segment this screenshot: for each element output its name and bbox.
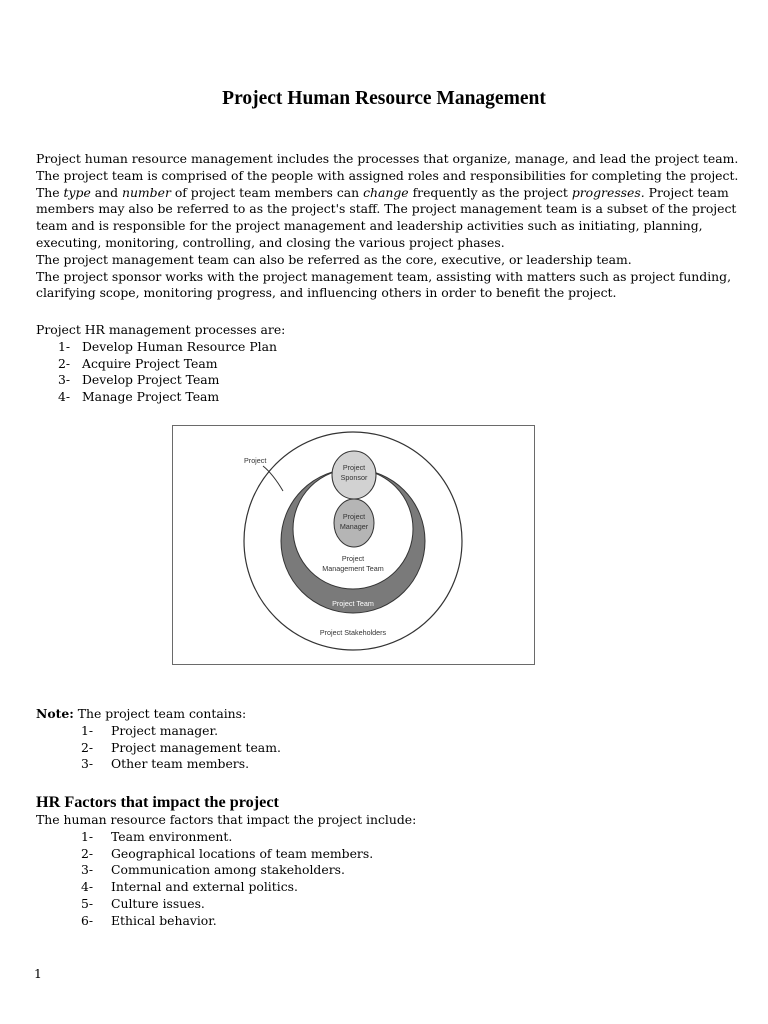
stakeholders-label: Project Stakeholders	[319, 628, 387, 637]
sponsor-label-2: Sponsor	[340, 473, 368, 482]
mgmt-team-label-2: Management Team	[322, 564, 384, 573]
note-list	[36, 723, 746, 773]
list-item	[36, 862, 746, 879]
list-item	[36, 389, 746, 406]
list-number: 6-	[81, 912, 94, 928]
note-label: Note:	[36, 706, 74, 721]
intro-paragraph-2: The project management team can also be referred as the core, executive, or leadership team.	[36, 251, 632, 267]
list-item	[36, 896, 746, 913]
intro-paragraph-3: The project sponsor works with the project management team, assisting with matters such as project funding, clarifying scope, monitoring progress, and influencing others in order to benefit the project.	[36, 268, 732, 301]
intro-emphasis-type: type	[63, 184, 91, 200]
list-text: Geographical locations of team members.	[111, 845, 374, 861]
page-number: 1	[34, 966, 42, 981]
intro-text: Project team members may also be referred to as the project's staff. The project management team is a subset of the project team and is responsible for the project management and leadership activities such as initiating, planning, executing, monitoring, controlling, and closing the various project phases.	[36, 184, 737, 250]
intro-emphasis-change: change	[363, 184, 409, 200]
list-item	[36, 913, 746, 930]
intro-text: frequently as the project	[408, 184, 572, 200]
list-number: 4-	[58, 389, 71, 405]
processes-intro: Project HR management processes are:	[36, 322, 286, 337]
page-title: Project Human Resource Management	[222, 88, 546, 109]
list-item	[36, 846, 746, 863]
list-item	[36, 829, 746, 846]
list-text: Manage Project Team	[82, 389, 220, 405]
processes-list	[36, 339, 746, 406]
project-team-label: Project Team	[332, 599, 374, 608]
intro-text: and	[90, 184, 122, 200]
list-number: 2-	[81, 739, 94, 755]
intro-emphasis-progresses: progresses.	[571, 184, 645, 200]
intro-section	[36, 151, 746, 302]
list-text: Team environment.	[111, 828, 233, 844]
mgmt-team-label-1: Project	[341, 554, 365, 563]
note-section	[36, 706, 746, 773]
list-number: 3-	[81, 756, 94, 772]
list-number: 2-	[81, 845, 94, 861]
diagram-svg	[173, 426, 534, 664]
intro-text: of project team members can	[170, 184, 364, 200]
intro-paragraph-1	[36, 151, 746, 252]
list-text: Project manager.	[111, 722, 219, 738]
list-item	[36, 740, 746, 757]
list-text: Ethical behavior.	[111, 912, 217, 928]
note-intro	[36, 706, 746, 723]
list-item	[36, 723, 746, 740]
list-item	[36, 756, 746, 773]
list-text: Acquire Project Team	[82, 355, 218, 371]
manager-label-1: Project	[342, 512, 366, 521]
list-text: Develop Human Resource Plan	[82, 338, 277, 354]
processes-section	[36, 322, 746, 406]
list-text: Internal and external politics.	[111, 879, 298, 895]
list-item	[36, 372, 746, 389]
list-text: Culture issues.	[111, 895, 205, 911]
factors-list	[36, 829, 746, 930]
list-number: 1-	[58, 338, 71, 354]
list-text: Communication among stakeholders.	[111, 862, 345, 878]
list-number: 1-	[81, 722, 94, 738]
list-text: Other team members.	[111, 756, 250, 772]
list-number: 3-	[58, 372, 71, 388]
list-number: 5-	[81, 895, 94, 911]
project-team-diagram	[172, 425, 535, 665]
list-number: 3-	[81, 862, 94, 878]
list-text: Develop Project Team	[82, 372, 220, 388]
factors-section	[36, 812, 746, 930]
list-number: 1-	[81, 828, 94, 844]
factors-heading: HR Factors that impact the project	[36, 793, 279, 811]
list-item	[36, 356, 746, 373]
intro-emphasis-number: number	[121, 184, 171, 200]
list-text: Project management team.	[111, 739, 281, 755]
sponsor-label-1: Project	[342, 463, 366, 472]
intro-text: Project human resource management includes the processes that organize, manage, and lead the project team. The project team is comprised of the people with assigned roles and responsibilities for completing the project. The	[36, 151, 739, 200]
list-number: 2-	[58, 355, 71, 371]
factors-intro: The human resource factors that impact the project include:	[36, 812, 417, 827]
manager-label-2: Manager	[339, 522, 369, 531]
list-item	[36, 339, 746, 356]
list-number: 4-	[81, 879, 94, 895]
project-label: Project	[244, 456, 267, 465]
note-text: The project team contains:	[73, 706, 247, 721]
list-item	[36, 879, 746, 896]
